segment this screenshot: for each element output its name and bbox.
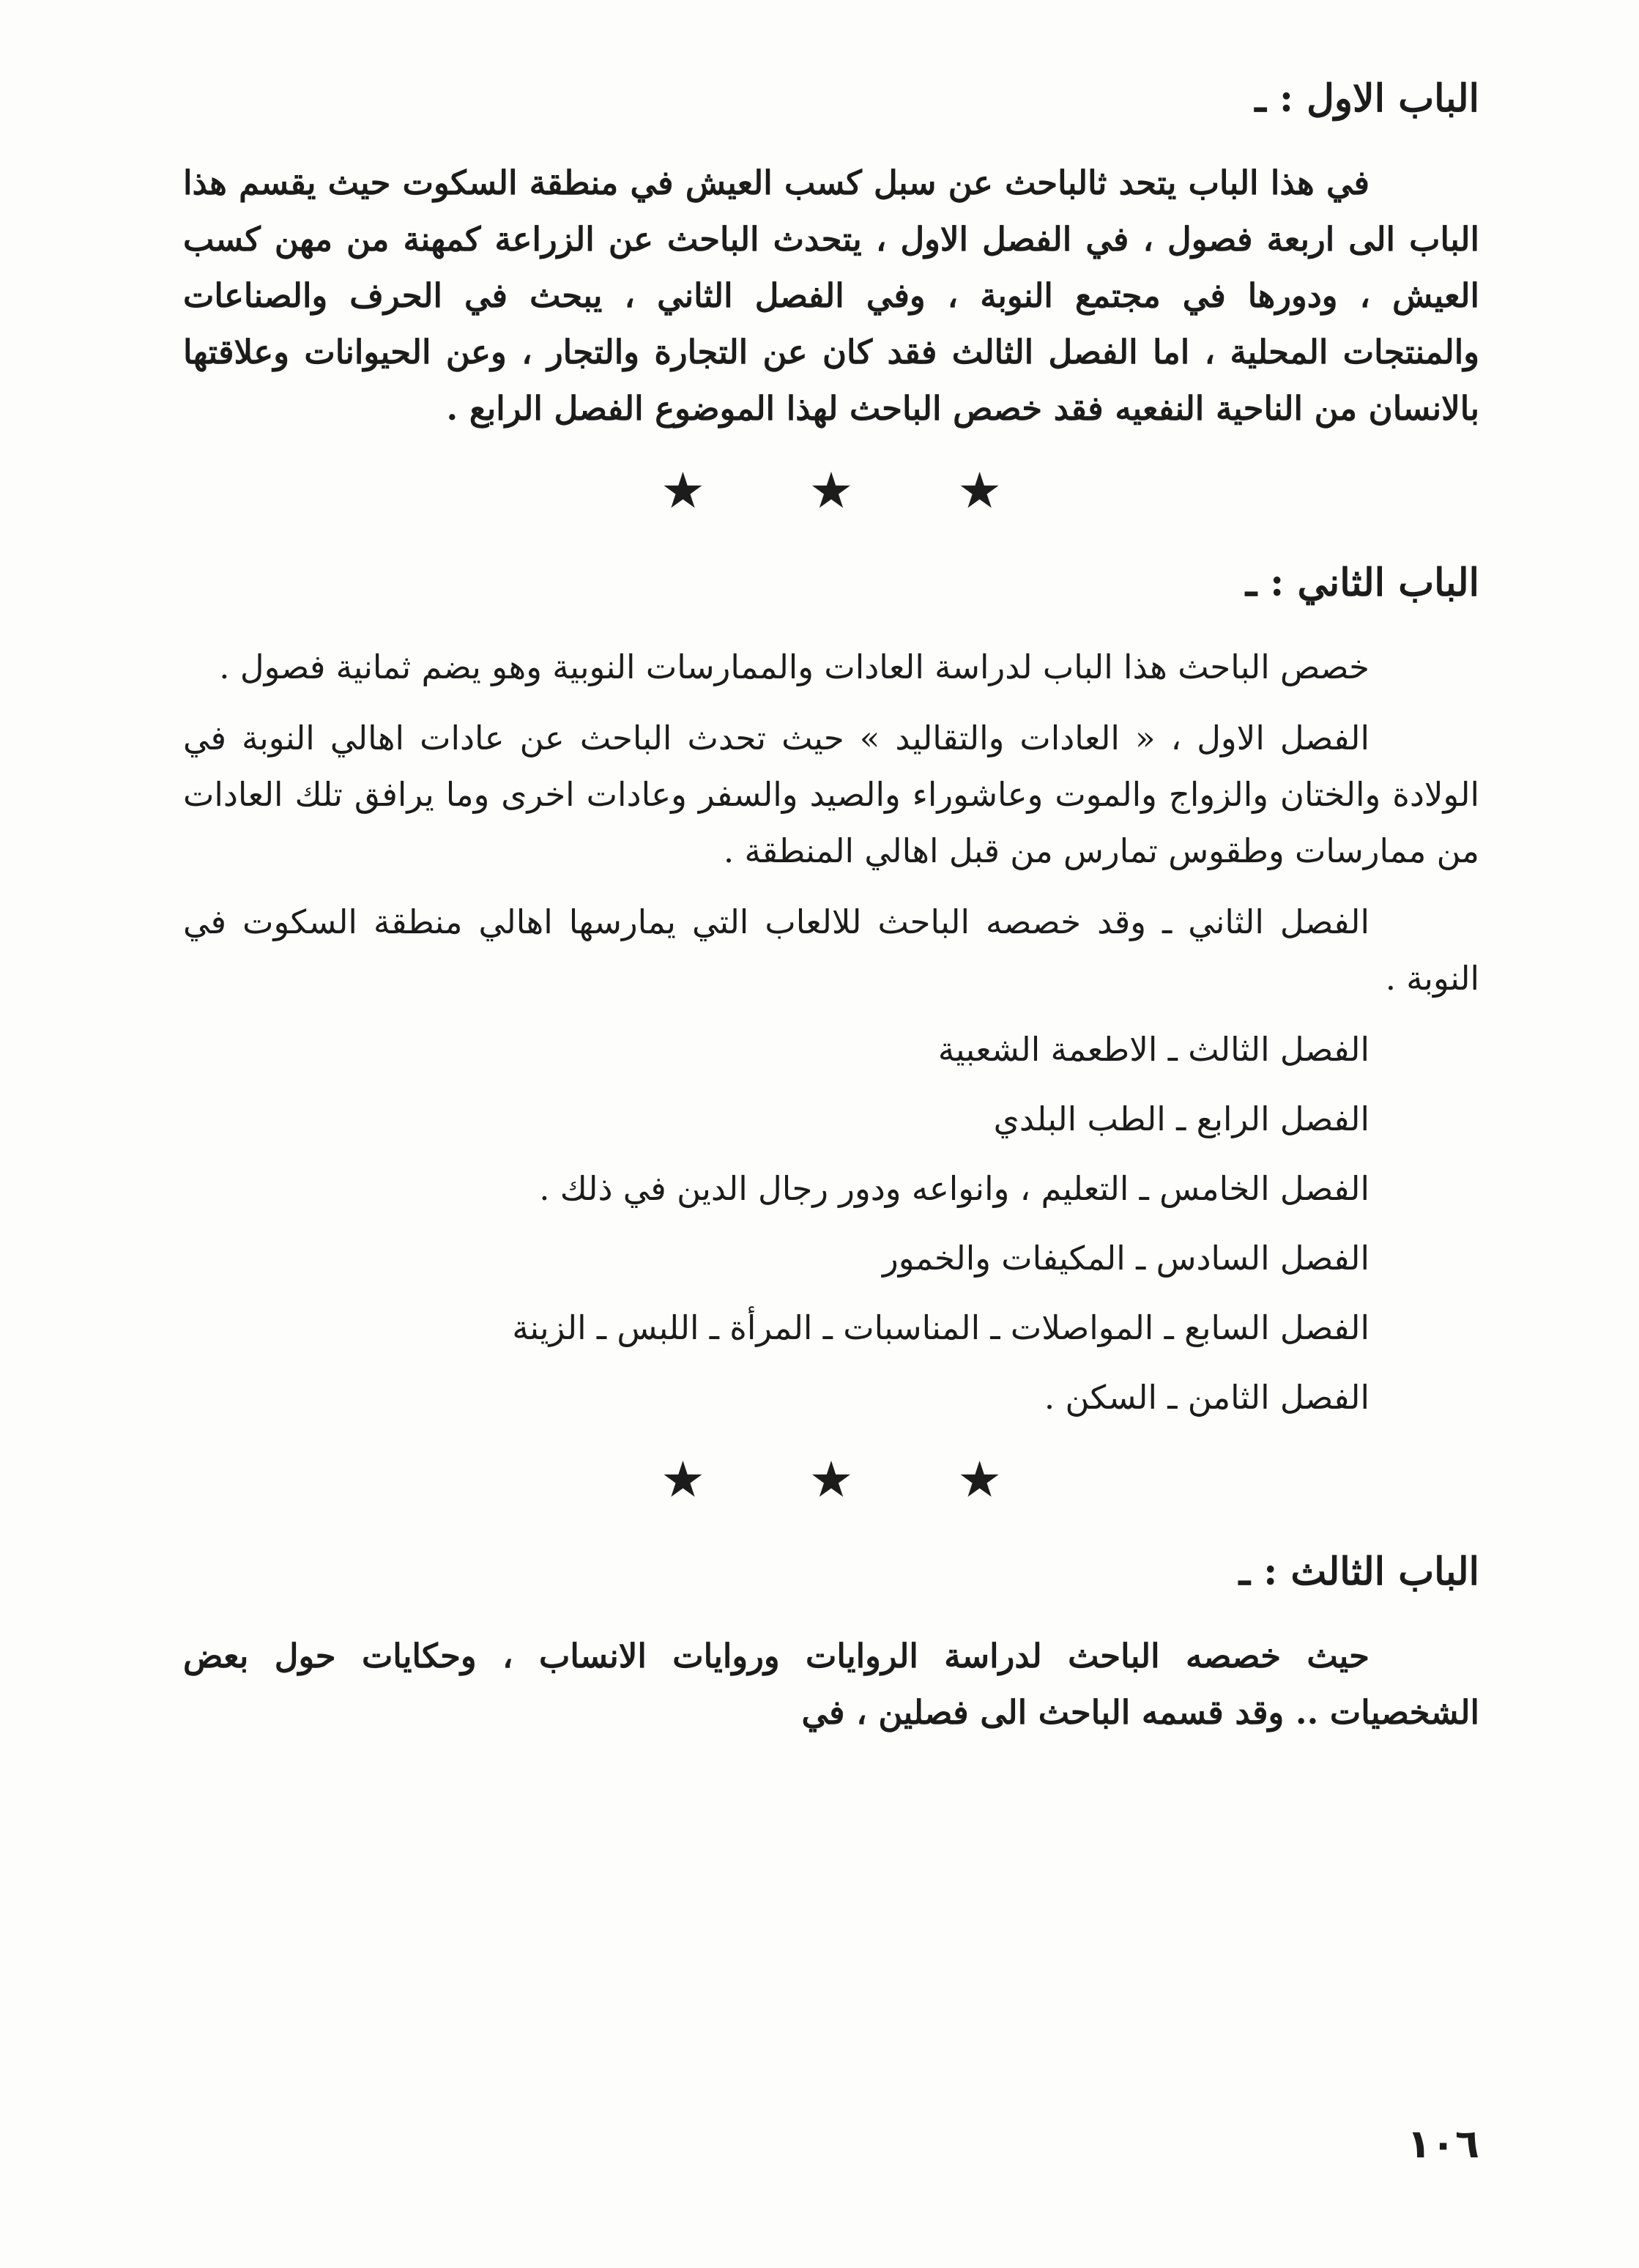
list-item: الفصل الرابع ـ الطب البلدي — [993, 1100, 1369, 1138]
star-separator-2: ★ ★ ★ — [660, 1451, 1047, 1509]
chapter-two-section-two: الفصل الثاني ـ وقد خصصه الباحث للالعاب التي يمارسها اهالي منطقة السكوت في النوبة . — [183, 903, 1479, 998]
list-item: الفصل الخامس ـ التعليم ، وانواعه ودور رجال الدين في ذلك . — [539, 1169, 1369, 1208]
star-separator-1: ★ ★ ★ — [660, 462, 1047, 520]
chapter-two-intro: خصص الباحث هذا الباب لدراسة العادات والممارسات النوبية وهو يضم ثمانية فصول . — [219, 648, 1369, 686]
chapter-one — [183, 70, 1479, 437]
list-item: الفصل السادس ـ المكيفات والخمور — [882, 1239, 1369, 1278]
chapter-three-heading: الباب الثالث : ـ — [1238, 1549, 1479, 1594]
page-number: ١٠٦ — [1407, 2121, 1479, 2167]
chapter-three — [183, 1543, 1479, 1741]
list-item: الفصل السابع ـ المواصلات ـ المناسبات ـ المرأة ـ اللبس ـ الزينة — [512, 1308, 1369, 1347]
chapter-two-section-list — [183, 1021, 1479, 1426]
chapter-one-heading: الباب الاول : ـ — [1255, 76, 1479, 121]
chapter-two-section-one: الفصل الاول ، « العادات والتقاليد » حيث تحدث الباحث عن عادات اهالي النوبة في الولادة والختان والزواج والموت وعاشوراء والصيد والسفر وعادات اخرى وما يرافق تلك العادات من ممارسات وطقوس تمارس من قبل اهالي المنطقة . — [183, 719, 1479, 870]
chapter-two-heading: الباب الثاني : ـ — [1245, 560, 1479, 605]
list-item: الفصل الثالث ـ الاطعمة الشعبية — [937, 1030, 1369, 1069]
page-content — [183, 70, 1479, 1755]
chapter-two — [183, 554, 1479, 1426]
chapter-one-paragraph: في هذا الباب يتحد ثالباحث عن سبل كسب العيش في منطقة السكوت حيث يقسم هذا الباب الى اربعة فصول ، في الفصل الاول ، يتحدث الباحث عن الزراعة كمهنة من مهن كسب العيش ، ودورها في مجتمع النوبة ، وفي الفصل الثاني ، يبحث في الحرف والصناعات والمنتجات المحلية ، اما الفصل الثالث فقد كان عن التجارة والتجار ، وعن الحيوانات وعلاقتها بالانسان من الناحية النفعيه فقد خصص الباحث لهذا الموضوع الفصل الرابع . — [183, 163, 1479, 428]
chapter-three-paragraph: حيث خصصه الباحث لدراسة الروايات وروايات الانساب ، وحكايات حول بعض الشخصيات .. وقد قسمه الباحث الى فصلين ، في — [183, 1637, 1479, 1732]
list-item: الفصل الثامن ـ السكن . — [1044, 1378, 1369, 1417]
